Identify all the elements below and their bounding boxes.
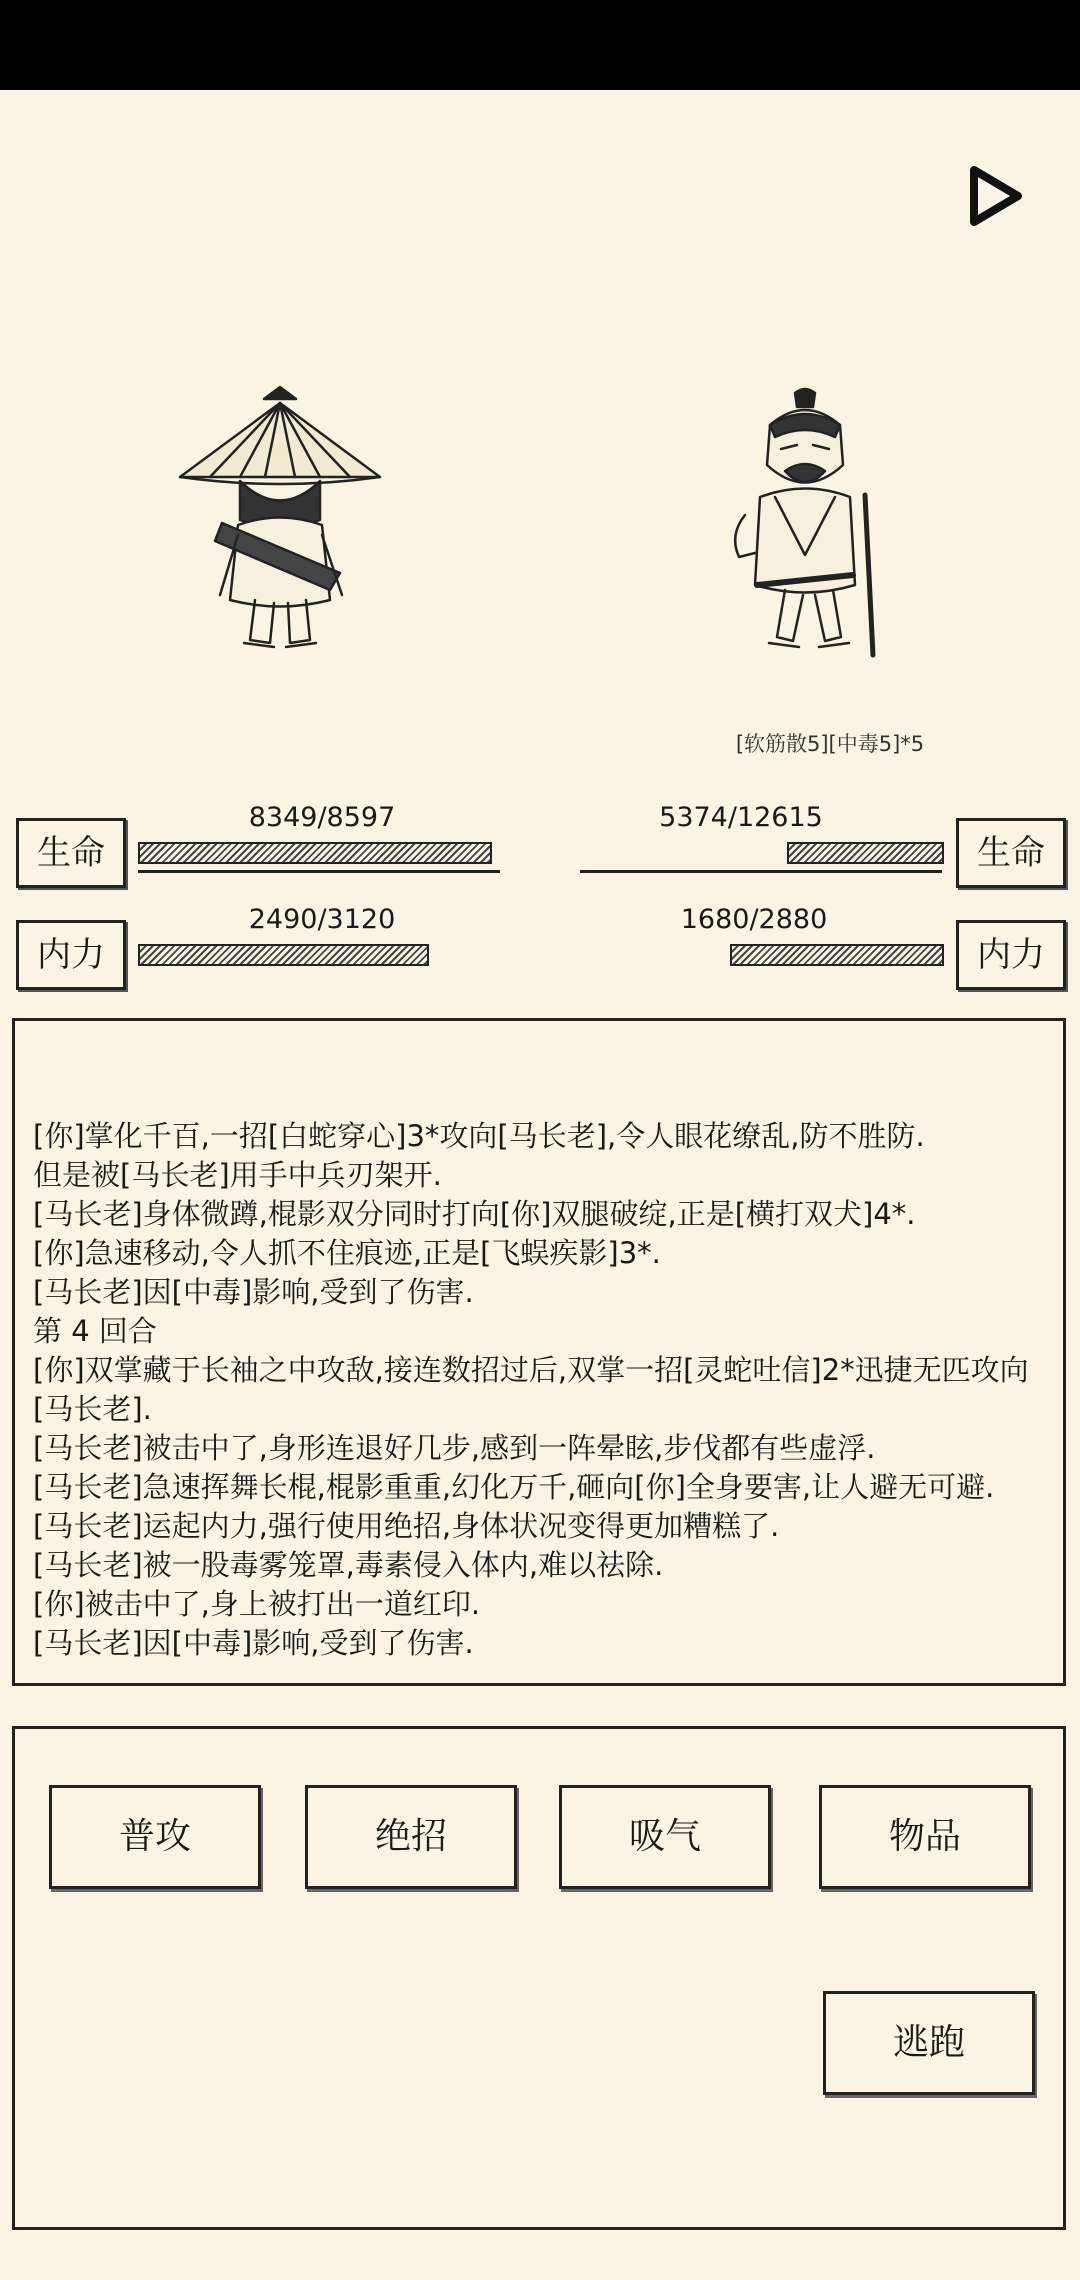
- system-status-bar: [0, 0, 1080, 90]
- enemy-mp-bar: [730, 944, 944, 966]
- player-hp-value: 8349/8597: [248, 802, 396, 833]
- items-button[interactable]: 物品: [819, 1785, 1031, 1889]
- flee-button[interactable]: 逃跑: [823, 1991, 1035, 2095]
- log-line: [马长老]因[中毒]影响,受到了伤害.: [33, 1626, 474, 1660]
- log-line: [马长老]因[中毒]影响,受到了伤害.: [33, 1275, 474, 1309]
- player-mp-bar: [138, 944, 429, 966]
- player-mp-value: 2490/3120: [248, 904, 396, 935]
- player-hp-label: 生命: [16, 818, 126, 888]
- enemy-hp-label: 生命: [956, 818, 1066, 888]
- enemy-hp-bar: [787, 842, 944, 864]
- action-panel: [12, 1726, 1066, 2230]
- battle-log-lines: [33, 1117, 1047, 1663]
- enemy-character-sprite: [715, 385, 895, 665]
- player-hp-bar-base: [138, 870, 500, 873]
- log-line: [马长老]急速挥舞长棍,棍影重重,幻化万千,砸向[你]全身要害,让人避无可避.: [33, 1470, 995, 1504]
- log-line: [马长老]被一股毒雾笼罩,毒素侵入体内,难以祛除.: [33, 1548, 664, 1582]
- player-hp-bar: [138, 842, 492, 864]
- log-line: [马长老]身体微蹲,棍影双分同时打向[你]双腿破绽,正是[横打双犬]4*.: [33, 1197, 916, 1231]
- enemy-mp-value: 1680/2880: [680, 904, 828, 935]
- player-mp-label: 内力: [16, 920, 126, 990]
- enemy-mp-label: 内力: [956, 920, 1066, 990]
- log-line: [你]急速移动,令人抓不住痕迹,正是[飞蜈疾影]3*.: [33, 1236, 661, 1270]
- log-line: [你]被击中了,身上被打出一道红印.: [33, 1587, 481, 1621]
- battle-log[interactable]: [12, 1018, 1066, 1686]
- breathe-button[interactable]: 吸气: [559, 1785, 771, 1889]
- log-line: [马长老]被击中了,身形连退好几步,感到一阵晕眩,步伐都有些虚浮.: [33, 1431, 876, 1465]
- log-line: [马长老]运起内力,强行使用绝招,身体状况变得更加糟糕了.: [33, 1509, 780, 1543]
- enemy-status-effects: [软筋散5][中毒5]*5: [735, 732, 925, 756]
- player-character-sprite: [170, 385, 390, 665]
- log-line-round-header: 第 4 回合: [33, 1314, 157, 1348]
- log-line: [你]双掌藏于长袖之中攻敌,接连数招过后,双掌一招[灵蛇吐信]2*迅捷无匹攻向[马长老].: [33, 1353, 1029, 1426]
- log-line: 但是被[马长老]用手中兵刃架开.: [33, 1158, 442, 1192]
- attack-button[interactable]: 普攻: [49, 1785, 261, 1889]
- enemy-hp-value: 5374/12615: [659, 802, 823, 833]
- ultimate-button[interactable]: 绝招: [305, 1785, 517, 1889]
- auto-play-icon[interactable]: [966, 164, 1026, 228]
- log-line: [你]掌化千百,一招[白蛇穿心]3*攻向[马长老],令人眼花缭乱,防不胜防.: [33, 1119, 925, 1153]
- enemy-hp-bar-base: [580, 870, 942, 873]
